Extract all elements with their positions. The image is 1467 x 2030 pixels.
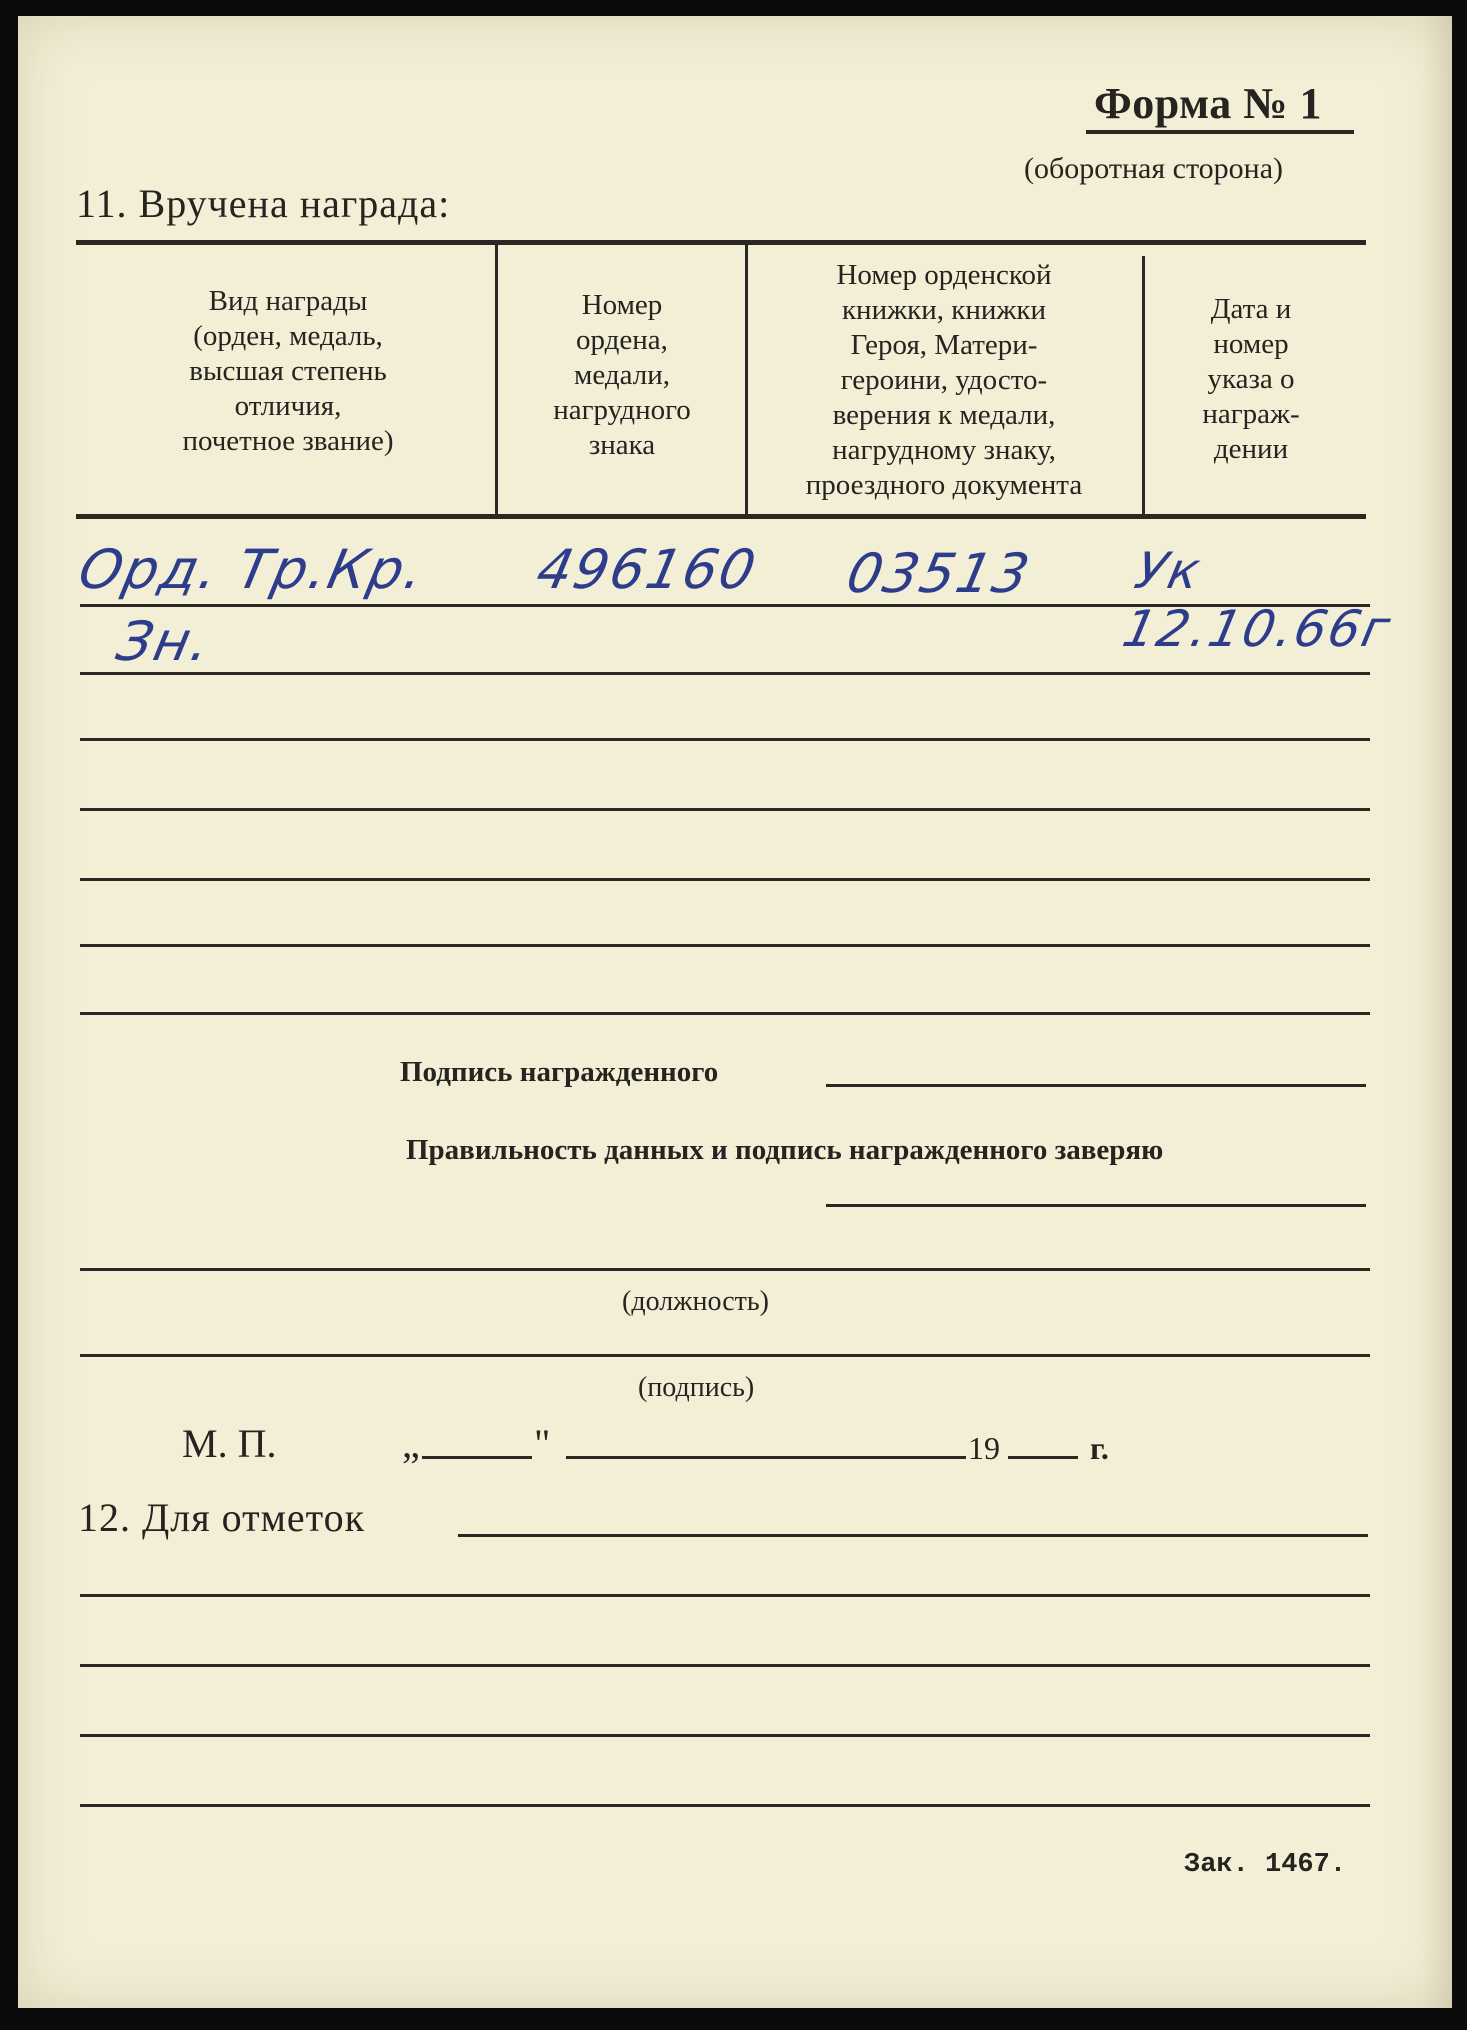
signature-caption: (подпись) — [638, 1372, 755, 1403]
recipient-signature-line — [826, 1084, 1366, 1087]
form-title-underline — [1086, 130, 1354, 134]
form-side-label: (оборотная сторона) — [1024, 152, 1284, 185]
print-order-number: Зак. 1467. — [1184, 1850, 1347, 1880]
column-header-award-type: Вид награды (орден, медаль, высшая степень отличия, почетное звание) — [182, 285, 394, 457]
entry-line — [80, 808, 1370, 811]
section-12-title: 12. Для отметок — [78, 1495, 366, 1540]
column-divider — [495, 244, 498, 516]
form-page — [18, 16, 1452, 2008]
column-header-award-number: Номер ордена, медали, нагрудного знака — [553, 289, 691, 461]
signature-line — [80, 1354, 1370, 1357]
certify-label: Правильность данных и подпись награжденного заверяю — [406, 1134, 1164, 1166]
column-header-decree: Дата и номер указа о награж- дении — [1202, 293, 1300, 465]
handwritten-book-number: 03513 — [841, 542, 1037, 605]
day-line — [422, 1456, 532, 1459]
position-caption: (должность) — [622, 1286, 769, 1317]
table-top-rule — [76, 240, 1366, 245]
recipient-signature-label: Подпись награжденного — [400, 1056, 719, 1088]
notes-line — [80, 1594, 1370, 1597]
handwritten-award-type: Орд. Тр.Кр. — [73, 538, 432, 601]
page-edge-shading — [1422, 16, 1452, 2008]
notes-line — [80, 1664, 1370, 1667]
handwritten-award-type-continued: Зн. — [111, 610, 218, 673]
entry-line — [80, 672, 1370, 675]
table-header-rule — [76, 514, 1366, 519]
date-close-quote: " — [534, 1421, 551, 1466]
certify-signature-line — [826, 1204, 1366, 1207]
form-title: Форма № 1 — [1094, 79, 1322, 128]
stamp-place-label: М. П. — [182, 1421, 277, 1466]
entry-line — [80, 604, 1370, 607]
column-divider — [1142, 256, 1145, 518]
year-line — [1008, 1456, 1078, 1459]
notes-line — [458, 1534, 1368, 1537]
section-11-title: 11. Вручена награда: — [76, 181, 451, 226]
notes-line — [80, 1734, 1370, 1737]
entry-line — [80, 738, 1370, 741]
month-line — [566, 1456, 966, 1459]
entry-line — [80, 878, 1370, 881]
date-open-quote: „ — [402, 1421, 420, 1466]
year-prefix: 19 — [968, 1430, 1000, 1466]
entry-line — [80, 944, 1370, 947]
notes-line — [80, 1804, 1370, 1807]
handwritten-decree: Ук 12.10.66г — [1117, 542, 1397, 658]
year-suffix: г. — [1090, 1430, 1109, 1466]
column-header-book-number: Номер орденской книжки, книжки Героя, Матери- героини, удосто- верения к медали, нагрудному знаку, проездного документа — [805, 259, 1083, 501]
column-divider — [745, 244, 748, 516]
entry-line — [80, 1012, 1370, 1015]
position-line — [80, 1268, 1370, 1271]
handwritten-award-number: 496160 — [531, 538, 763, 601]
